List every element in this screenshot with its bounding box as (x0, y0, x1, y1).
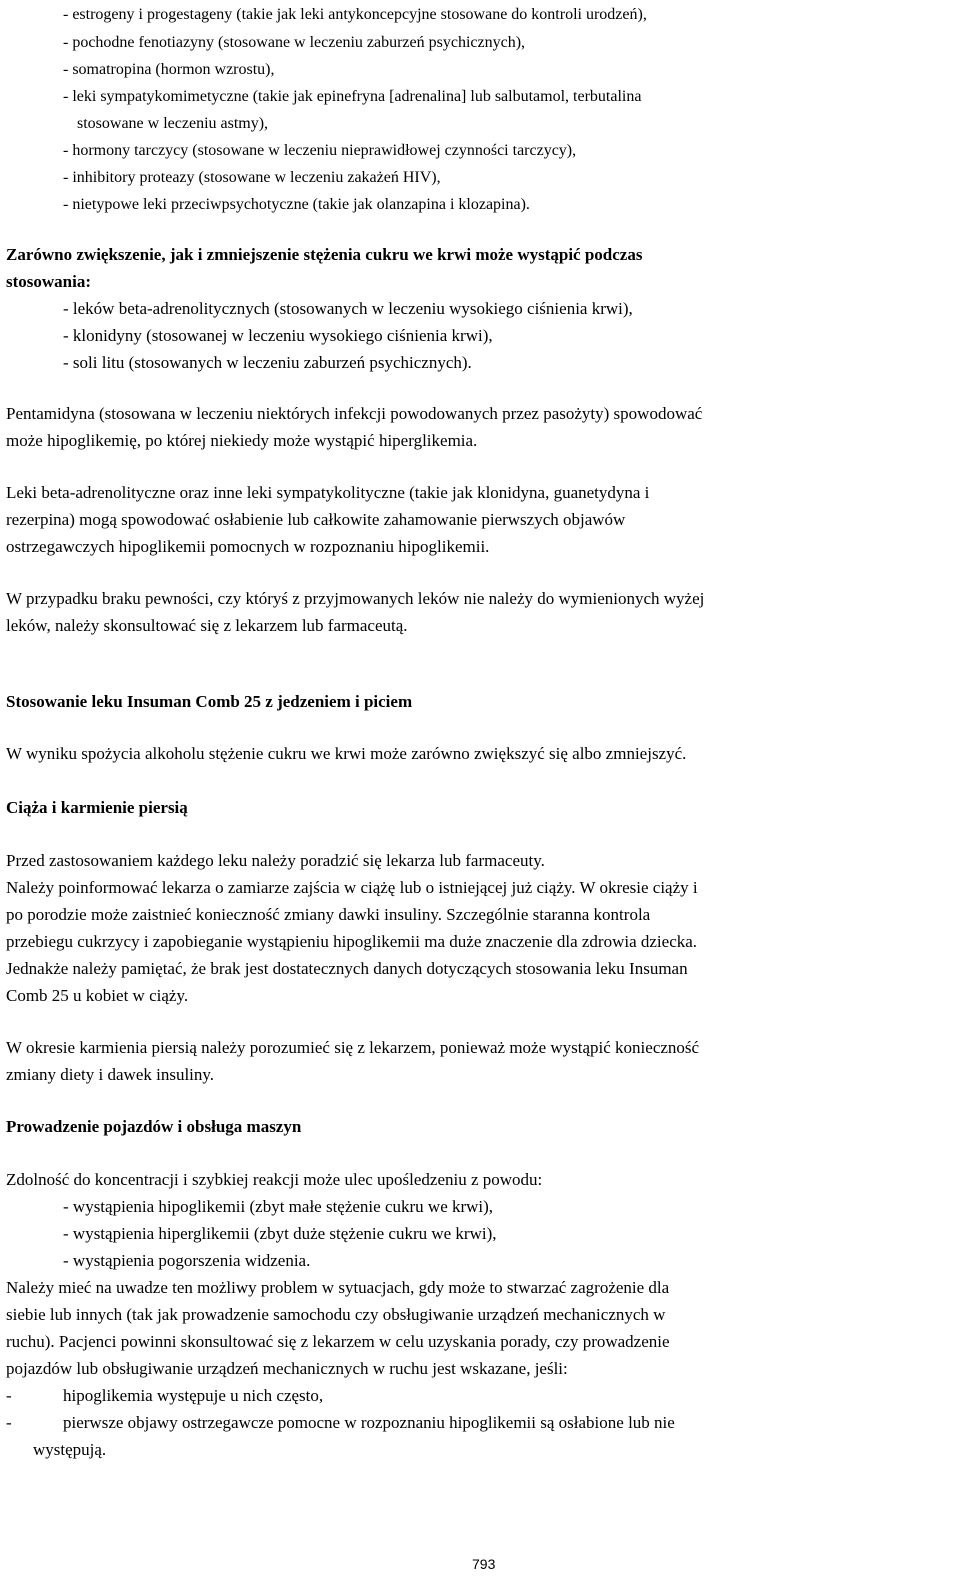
list-item: - somatropina (hormon wzrostu), (63, 61, 275, 78)
paragraph-line: leków, należy skonsultować się z lekarzem lub farmaceutą. (6, 616, 408, 635)
paragraph-line: przebiegu cukrzycy i zapobieganie wystąpieniu hipoglikemii ma duże znaczenie dla zdrowia dziecka. (6, 932, 698, 951)
list-item: - wystąpienia hiperglikemii (zbyt duże stężenie cukru we krwi), (63, 1224, 497, 1243)
list-bullet-dash: - (6, 1386, 12, 1405)
list-item: - nietypowe leki przeciwpsychotyczne (takie jak olanzapina i klozapina). (63, 196, 530, 213)
list-item: - pochodne fenotiazyny (stosowane w leczeniu zaburzeń psychicznych), (63, 34, 526, 51)
paragraph-line: Należy poinformować lekarza o zamiarze zajścia w ciążę lub o istniejącej już ciąży. W okresie ciąży i (6, 878, 698, 897)
list-item: - estrogeny i progestageny (takie jak leki antykoncepcyjne stosowane do kontroli urodzeń), (63, 6, 647, 23)
list-item: stosowane w leczeniu astmy), (77, 115, 269, 132)
section-heading: Ciąża i karmienie piersią (6, 798, 188, 817)
list-item: hipoglikemia występuje u nich często, (63, 1386, 324, 1405)
paragraph-line: Leki beta-adrenolityczne oraz inne leki sympatykolityczne (takie jak klonidyna, guanetydyna i (6, 483, 650, 502)
paragraph-line: występują. (33, 1440, 107, 1459)
paragraph-line: W wyniku spożycia alkoholu stężenie cukru we krwi może zarówno zwiększyć się albo zmniejszyć. (6, 744, 687, 763)
paragraph-line: Przed zastosowaniem każdego leku należy poradzić się lekarza lub farmaceuty. (6, 851, 545, 870)
section-heading: Prowadzenie pojazdów i obsługa maszyn (6, 1117, 302, 1136)
paragraph-line: Jednakże należy pamiętać, że brak jest dostatecznych danych dotyczących stosowania leku Insuman (6, 959, 688, 978)
paragraph-line: Należy mieć na uwadze ten możliwy problem w sytuacjach, gdy może to stwarzać zagrożenie dla (6, 1278, 670, 1297)
paragraph-line: W przypadku braku pewności, czy któryś z przyjmowanych leków nie należy do wymienionych wyżej (6, 589, 705, 608)
section-heading: Stosowanie leku Insuman Comb 25 z jedzeniem i piciem (6, 692, 413, 711)
list-item: - klonidyny (stosowanej w leczeniu wysokiego ciśnienia krwi), (63, 326, 493, 345)
page-number: 793 (472, 1556, 496, 1572)
paragraph-line: rezerpina) mogą spowodować osłabienie lub całkowite zahamowanie pierwszych objawów (6, 510, 626, 529)
paragraph-heading: stosowania: (6, 272, 92, 291)
paragraph-line: może hipoglikemię, po której niekiedy może wystąpić hiperglikemia. (6, 431, 478, 450)
list-item: - leków beta-adrenolitycznych (stosowanych w leczeniu wysokiego ciśnienia krwi), (63, 299, 633, 318)
paragraph-line: pojazdów lub obsługiwanie urządzeń mechanicznych w ruchu jest wskazane, jeśli: (6, 1359, 568, 1378)
paragraph-line: Zdolność do koncentracji i szybkiej reakcji może ulec upośledzeniu z powodu: (6, 1170, 543, 1189)
list-item: - hormony tarczycy (stosowane w leczeniu nieprawidłowej czynności tarczycy), (63, 142, 577, 159)
list-bullet-dash: - (6, 1413, 12, 1432)
paragraph-line: Comb 25 u kobiet w ciąży. (6, 986, 189, 1005)
paragraph-line: po porodzie może zaistnieć konieczność zmiany dawki insuliny. Szczególnie staranna kontrola (6, 905, 651, 924)
list-item: - leki sympatykomimetyczne (takie jak epinefryna [adrenalina] lub salbutamol, terbutalina (63, 88, 642, 105)
paragraph-line: Pentamidyna (stosowana w leczeniu niektórych infekcji powodowanych przez pasożyty) spowodować (6, 404, 703, 423)
list-item: - inhibitory proteazy (stosowane w leczeniu zakażeń HIV), (63, 169, 441, 186)
paragraph-heading: Zarówno zwiększenie, jak i zmniejszenie stężenia cukru we krwi może wystąpić podczas (6, 245, 643, 264)
paragraph-line: W okresie karmienia piersią należy porozumieć się z lekarzem, ponieważ może wystąpić konieczność (6, 1038, 700, 1057)
list-item: - soli litu (stosowanych w leczeniu zaburzeń psychicznych). (63, 353, 472, 372)
paragraph-line: siebie lub innych (tak jak prowadzenie samochodu czy obsługiwanie urządzeń mechanicznych w (6, 1305, 666, 1324)
list-item: - wystąpienia pogorszenia widzenia. (63, 1251, 311, 1270)
list-item: - wystąpienia hipoglikemii (zbyt małe stężenie cukru we krwi), (63, 1197, 494, 1216)
list-item: pierwsze objawy ostrzegawcze pomocne w rozpoznaniu hipoglikemii są osłabione lub nie (63, 1413, 675, 1432)
paragraph-line: ostrzegawczych hipoglikemii pomocnych w rozpoznaniu hipoglikemii. (6, 537, 490, 556)
paragraph-line: ruchu). Pacjenci powinni skonsultować się z lekarzem w celu uzyskania porady, czy prowadzenie (6, 1332, 670, 1351)
paragraph-line: zmiany diety i dawek insuliny. (6, 1065, 215, 1084)
